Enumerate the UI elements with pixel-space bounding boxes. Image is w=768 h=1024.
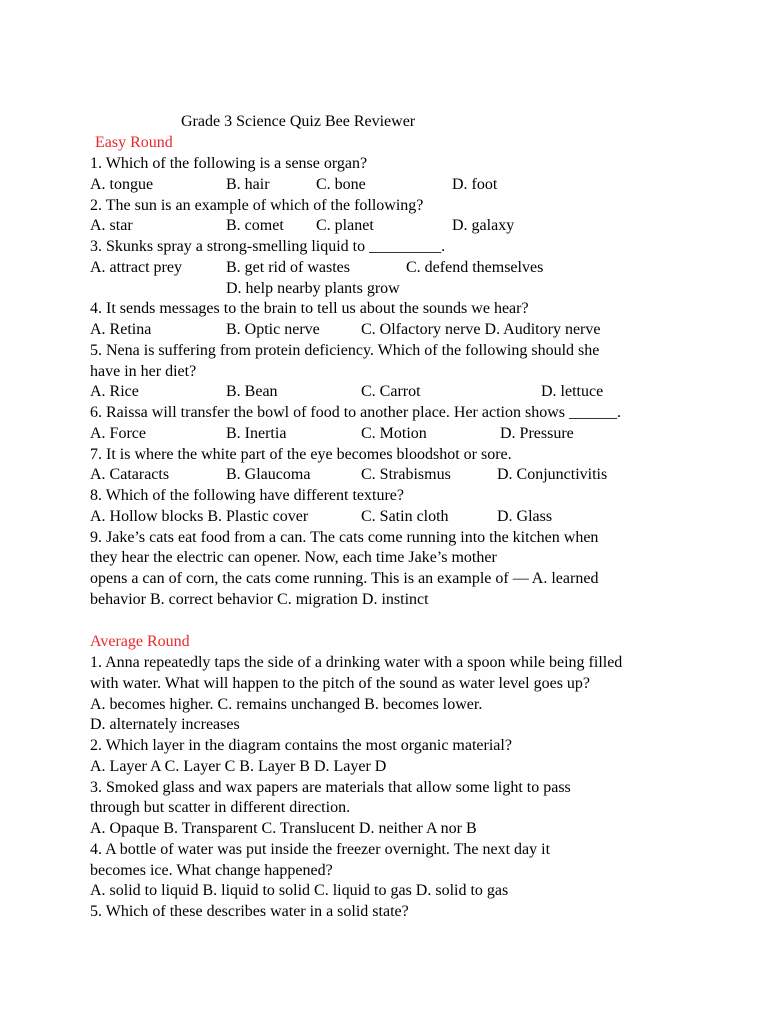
document-title: Grade 3 Science Quiz Bee Reviewer [181,113,416,130]
average-line-1: 1. Anna repeatedly taps the side of a drinking water with a spoon while being filled [90,654,623,671]
easy-line-4-option-4: D. galaxy [452,217,515,235]
easy-line-7: D. help nearby plants grow [226,279,400,297]
easy-line-5: 3. Skunks spray a strong-smelling liquid to _________. [90,238,446,256]
average-line-4: D. alternately increases [90,716,240,734]
easy-line-11: have in her diet? [90,362,197,380]
easy-line-14-option-2: B. Inertia [226,424,287,442]
easy-line-19: 9. Jake’s cats eat food from a can. The cats come running into the kitchen when [90,528,599,546]
easy-line-12-option-1: A. Rice [90,383,139,401]
easy-line-12-option-3: C. Carrot [361,383,421,401]
easy-round-heading: Easy Round [95,134,173,151]
easy-line-14-option-4: D. Pressure [500,424,574,442]
easy-line-6-option-1: A. attract prey [90,258,182,276]
easy-line-16-option-2: B. Glaucoma [226,466,311,484]
average-line-10: 4. A bottle of water was put inside the freezer overnight. The next day it [90,840,551,858]
easy-line-10: 5. Nena is suffering from protein deficiency. Which of the following should she [90,341,600,359]
easy-line-14-option-1: A. Force [90,424,146,442]
average-line-9: A. Opaque B. Transparent C. Translucent D. neither A nor B [90,820,477,838]
easy-line-22: behavior B. correct behavior C. migration D. instinct [90,590,429,608]
average-line-7: 3. Smoked glass and wax papers are materials that allow some light to pass [90,778,571,796]
average-line-2: with water. What will happen to the pitch of the sound as water level goes up? [90,674,591,692]
easy-line-16-option-1: A. Cataracts [90,466,170,484]
easy-line-12-option-4: D. lettuce [541,383,604,401]
easy-line-3: 2. The sun is an example of which of the following? [90,196,424,214]
easy-line-20: they hear the electric can opener. Now, each time Jake’s mother [90,549,497,567]
easy-line-2-option-1: A. tongue [90,175,154,193]
easy-line-2-option-4: D. foot [452,175,498,193]
easy-line-6-option-3: C. defend themselves [406,258,544,276]
easy-line-9-option-2: B. Optic nerve [226,321,320,339]
easy-line-14-option-3: C. Motion [361,424,427,442]
easy-line-8: 4. It sends messages to the brain to tell us about the sounds we hear? [90,300,529,318]
easy-line-18-option-2: C. Satin cloth [361,507,449,525]
easy-line-18-option-1: A. Hollow blocks B. Plastic cover [90,507,309,525]
easy-line-18-option-3: D. Glass [497,507,553,525]
easy-line-16-option-4: D. Conjunctivitis [497,466,608,484]
average-round-heading: Average Round [90,633,190,650]
average-line-3: A. becomes higher. C. remains unchanged B. becomes lower. [90,695,483,713]
average-line-12: A. solid to liquid B. liquid to solid C. liquid to gas D. solid to gas [90,882,509,900]
easy-line-13: 6. Raissa will transfer the bowl of food to another place. Her action shows ______. [90,404,621,422]
easy-line-15: 7. It is where the white part of the eye becomes bloodshot or sore. [90,445,512,463]
easy-line-12-option-2: B. Bean [226,383,278,401]
easy-line-6-option-2: B. get rid of wastes [226,258,350,276]
easy-line-21: opens a can of corn, the cats come running. This is an example of — A. learned [90,570,599,588]
average-line-6: A. Layer A C. Layer C B. Layer B D. Layer D [90,757,387,775]
average-line-13: 5. Which of these describes water in a solid state? [90,903,409,921]
easy-line-2-option-2: B. hair [226,175,270,193]
average-line-11: becomes ice. What change happened? [90,861,333,879]
easy-line-4-option-2: B. comet [226,217,284,235]
easy-line-16-option-3: C. Strabismus [361,466,451,484]
average-line-5: 2. Which layer in the diagram contains the most organic material? [90,737,512,755]
easy-line-1: 1. Which of the following is a sense organ? [90,155,368,172]
easy-line-4-option-1: A. star [90,217,133,235]
easy-line-9-option-1: A. Retina [90,321,152,339]
average-line-8: through but scatter in different direction. [90,799,351,817]
easy-line-9-option-3: C. Olfactory nerve D. Auditory nerve [361,321,601,339]
easy-line-17: 8. Which of the following have different texture? [90,487,404,505]
easy-line-2-option-3: C. bone [316,175,366,193]
easy-line-4-option-3: C. planet [316,217,374,235]
